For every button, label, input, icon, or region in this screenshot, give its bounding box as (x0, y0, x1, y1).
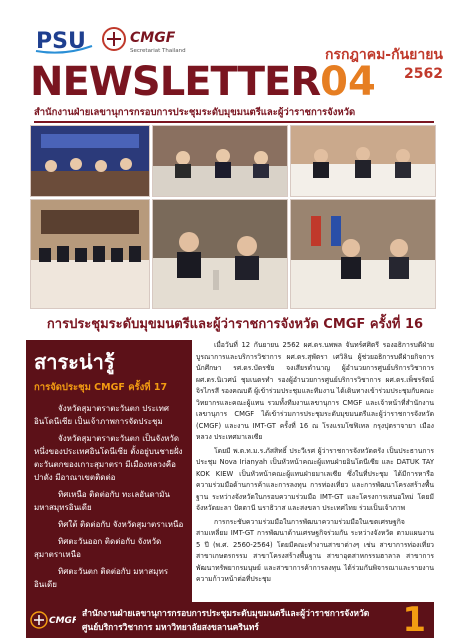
edition-date: กรกฎาคม-กันยายน 2562 (324, 47, 443, 82)
footer-organization-line2: ศูนย์บริการวิชาการ มหาวิทยาลัยสงขลานครินทร์ (82, 623, 259, 633)
sidebar-paragraph: ทิศตะวันออก ติดต่อกับ จังหวัดสุมาตราเหนือ (34, 537, 162, 559)
sidebar-paragraph: ทิศตะวันตก ติดต่อกับ มหาสมุทรอินเดีย (34, 567, 169, 589)
event-photo-4 (30, 199, 150, 309)
footer-cmgf-logo (30, 607, 76, 633)
sidebar-paragraph: ทิศใต้ ติดต่อกับ จังหวัดสุมาตราเหนือ (58, 520, 184, 529)
sidebar-paragraph: ทิศเหนือ ติดต่อกับ ทะเลอันดามันมหาสมุทรอินเดีย (34, 490, 170, 512)
organization-line: สำนักงานฝ่ายเลขานุการกรอบการประชุมระดับมุขมนตรีและผู้ว่าราชการจังหวัด (34, 107, 356, 118)
psu-logo (34, 24, 94, 56)
article-paragraph: โดยมี พ.ต.ท.ม.ร.ภัสสิทธิ์ ประวีเรศ ผู้ว่าราชการจังหวัดตรัง เป็นประธานการประชุม Nova Irianyah เป็นหัวหน้าคณะผู้แทนฝ่ายอินโดนีเซีย และ DATUK TAY KOK KIEW เป็นหัวหน้าคณะผู้แทนฝ่ายมาเลเซีย ซึ่งในที่ประชุม ได้มีการหารือความร่วมมือด้านการค้าและการลงทุน การท่องเที่ยว และการพัฒนาโครงสร้างพื้นฐาน ระหว่างจังหวัดในกรอบความร่วมมือ IMT-GT และโครงการเสนอใหม่ โดยมีจังหวัดยะลา ปัตตานี นราธิวาส และสงขลา ประเทศไทย ร่วมเป็นเจ้าภาพ (196, 446, 434, 512)
footer-bar (26, 602, 434, 638)
event-photo-1 (30, 125, 150, 197)
header-divider (34, 121, 434, 123)
cmgf-logo (100, 24, 190, 56)
article-body (196, 340, 434, 588)
event-headline: การประชุมระดับมุขมนตรีและผู้ว่าราชการจังหวัด CMGF ครั้งที่ 16 (46, 317, 424, 332)
page-number: 1 (402, 600, 426, 640)
knowledge-sidebar (26, 340, 192, 608)
event-photo-3 (290, 125, 436, 197)
footer-organization-line1: สำนักงานฝ่ายเลขานุการกรอบการประชุมระดับมุขมนตรีและผู้ว่าราชการจังหวัด (82, 609, 370, 619)
sidebar-paragraph: จังหวัดสุมาตราตะวันตก ประเทศอินโดนีเซีย เป็นเจ้าภาพการจัดประชุม (34, 404, 169, 426)
article-paragraph: การกระชับความร่วมมือในการพัฒนาความร่วมมือในเขตเศรษฐกิจสามเหลี่ยม IMT-GT การพัฒนาด้านเศรษฐกิจร่วมกัน ระหว่างจังหวัด ตามแผนงาน 5 ปี (พ.ศ. 2560-2564) โดยมีคณะทำงานสาขาต่างๆ เช่น สาขาการท่องเที่ยว สาขาเกษตรกรรม สาขาโครงสร้างพื้นฐาน สาขาอุตสาหกรรมฮาลาล สาขาการพัฒนาทรัพยากรมนุษย์ และสาขาการค้าการลงทุน ได้ร่วมกันพิจารณาและรายงานความก้าวหน้าต่อที่ประชุม (196, 517, 434, 583)
event-photo-6 (290, 199, 436, 309)
event-photo-5 (152, 199, 288, 309)
cmgf-logo-text: CMGF (130, 30, 176, 46)
title-word: NEWSLETTER (30, 59, 321, 105)
footer-logo-text: CMGF (49, 616, 76, 626)
cmgf-logo-subtext: Secretariat Thailand (130, 48, 186, 54)
issue-number: 04 (320, 59, 376, 105)
event-photo-2 (152, 125, 288, 197)
newsletter-title (30, 60, 376, 104)
sidebar-subtitle: การจัดประชุม CMGF ครั้งที่ 17 (34, 382, 168, 393)
article-paragraph: เมื่อวันที่ 12 กันยายน 2562 ผศ.ดร.นพพล จันทร์ศศิตรี รองอธิการบดีฝ่ายบูรณาการและบริการวิชาการ ผศ.ดร.สุพัตรา เศวิลิน ผู้ช่วยอธิการบดีฝ่ายกิจการนักศึกษา รศ.ดร.บัดรชัย จงเสียรดำนาญ ผู้อำนวยการศูนย์บริการวิชาการ ผศ.ดร.นิเวศน์ ชุมเนตรทำ รองผู้อำนวยการศูนย์บริการวิชาการ ผศ.ดร.เพ็ชรรัตน์ จิรไกรสี รองคณบดี ผู้เข้าร่วมประชุมและทีมงาน ได้เดินทางเข้าร่วมประชุมกับคณะวิทยากรและคณะผู้แทน รวมทั้งทีมงานเลขานุการ CMGF และเจ้าหน้าที่สำนักงานเลขานุการ CMGF ได้เข้าร่วมการประชุมระดับมุขมนตรีและผู้ว่าราชการจังหวัด (CMGF) และงาน IMT-GT ครั้งที่ 16 ณ โรงแรมโซฟิเทล กรุงปุตราจายา เมืองหลวง ประเทศมาเลเซีย (196, 341, 434, 441)
sidebar-title: สาระน่ารู้ (34, 350, 115, 374)
sidebar-body (34, 402, 186, 595)
psu-logo-text: PSU (36, 29, 86, 54)
sidebar-paragraph: จังหวัดสุมาตราตะวันตก เป็นจังหวัดหนึ่งของประเทศอินโดนีเซีย ตั้งอยู่บนชายฝั่งตะวันตกของเกาะสุมาตรา มีเมืองหลวงคือ ปาดัง มีอาณาเขตติดต่อ (34, 434, 183, 482)
